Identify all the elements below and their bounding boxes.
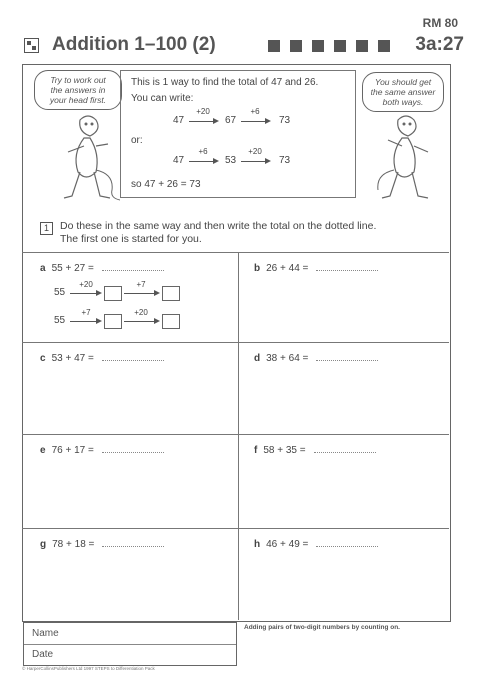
arrow-icon [70, 321, 100, 322]
copyright-notice: © HarperCollinsPublishers Ltd 1997 STEPS to Differentiation Pack [22, 666, 155, 671]
problem-text: 38 + 64 = [266, 353, 309, 364]
problem-letter: a [40, 263, 46, 274]
example2-step1: +6 [198, 147, 208, 156]
scaffold-step: +7 [81, 308, 91, 317]
grid-line [22, 528, 449, 529]
problem-text: 26 + 44 = [266, 263, 309, 274]
bubble-left-line: Try to work out [50, 75, 106, 85]
scaffold-step: +20 [134, 308, 148, 317]
example-intro: This is 1 way to find the total of 47 and 26. [131, 77, 319, 88]
bubble-left-line: your head first. [49, 95, 107, 105]
example2-step2: +20 [248, 147, 262, 156]
scaffold-answer-box[interactable] [162, 314, 180, 329]
example2-mid: 53 [225, 155, 237, 166]
date-label: Date [32, 649, 54, 660]
example1-end: 73 [279, 115, 291, 126]
scaffold-step: +20 [79, 280, 93, 289]
grid-line [22, 342, 449, 343]
grid-line [22, 252, 449, 253]
problem-text: 53 + 47 = [51, 353, 94, 364]
grid-divider [238, 252, 239, 620]
problem-g [40, 538, 164, 550]
example1-mid: 67 [225, 115, 237, 126]
problem-letter: b [254, 263, 261, 274]
problem-a [40, 262, 164, 274]
example-you-can-write: You can write: [131, 93, 194, 104]
mouse-illustration-right [368, 112, 438, 207]
worksheet-icon [24, 38, 39, 53]
page-title: Addition 1–100 (2) [52, 34, 216, 55]
problem-d [254, 352, 378, 364]
hint-bubble-left [34, 70, 122, 110]
instruction-line: The first one is started for you. [60, 233, 202, 245]
problem-letter: g [40, 539, 47, 550]
answer-line[interactable] [316, 538, 378, 547]
answer-line[interactable] [314, 444, 376, 453]
bubble-right-line: the same answer [370, 87, 436, 97]
arrow-icon [124, 321, 158, 322]
problem-text: 46 + 49 = [266, 539, 309, 550]
answer-line[interactable] [102, 444, 164, 453]
example-conclusion: so 47 + 26 = 73 [131, 179, 201, 190]
problem-letter: f [254, 445, 258, 456]
sheet-code: 3a:27 [415, 34, 464, 55]
example2-start: 47 [173, 155, 185, 166]
problem-b [254, 262, 378, 274]
resource-code: RM 80 [422, 16, 458, 30]
instruction-line: Do these in the same way and then write the total on the dotted line. [60, 220, 377, 232]
grid-line [22, 434, 449, 435]
scaffold-start: 55 [54, 315, 66, 326]
problem-c [40, 352, 164, 364]
name-label: Name [32, 628, 59, 639]
answer-line[interactable] [102, 352, 164, 361]
problem-letter: d [254, 353, 261, 364]
scaffold-answer-box[interactable] [104, 314, 122, 329]
example1-start: 47 [173, 115, 185, 126]
example1-step1: +20 [196, 107, 210, 116]
example-or: or: [131, 135, 143, 146]
mouse-illustration-left [50, 112, 120, 207]
answer-line[interactable] [102, 262, 164, 271]
arrow-icon [241, 161, 269, 162]
question-instruction [60, 220, 376, 246]
problem-letter: e [40, 445, 46, 456]
problem-text: 76 + 17 = [51, 445, 94, 456]
name-date-divider [24, 644, 236, 645]
arrow-icon [189, 121, 217, 122]
scaffold-step: +7 [136, 280, 146, 289]
title-row [24, 34, 464, 56]
objective-caption: Adding pairs of two-digit numbers by counting on. [244, 624, 400, 631]
bubble-right-line: You should get [374, 77, 432, 87]
name-date-box [23, 622, 237, 666]
scaffold-answer-box[interactable] [104, 286, 122, 301]
scaffold-answer-box[interactable] [162, 286, 180, 301]
answer-line[interactable] [102, 538, 164, 547]
problem-letter: c [40, 353, 46, 364]
problem-text: 58 + 35 = [263, 445, 306, 456]
problem-letter: h [254, 539, 261, 550]
problem-e [40, 444, 164, 456]
answer-line[interactable] [316, 262, 378, 271]
hint-bubble-right [362, 72, 444, 112]
scaffold-start: 55 [54, 287, 66, 298]
bubble-right-line: both ways. [382, 97, 424, 107]
problem-text: 55 + 27 = [51, 263, 94, 274]
problem-f [254, 444, 376, 456]
answer-line[interactable] [316, 352, 378, 361]
problem-h [254, 538, 378, 550]
arrow-icon [241, 121, 269, 122]
problem-text: 78 + 18 = [52, 539, 95, 550]
question-number: 1 [40, 222, 53, 235]
example1-step2: +6 [250, 107, 260, 116]
arrow-icon [70, 293, 100, 294]
worked-example-box [120, 70, 356, 198]
arrow-icon [189, 161, 217, 162]
example2-end: 73 [279, 155, 291, 166]
title-decoration-blocks [268, 39, 400, 57]
arrow-icon [124, 293, 158, 294]
bubble-left-line: the answers in [50, 85, 106, 95]
